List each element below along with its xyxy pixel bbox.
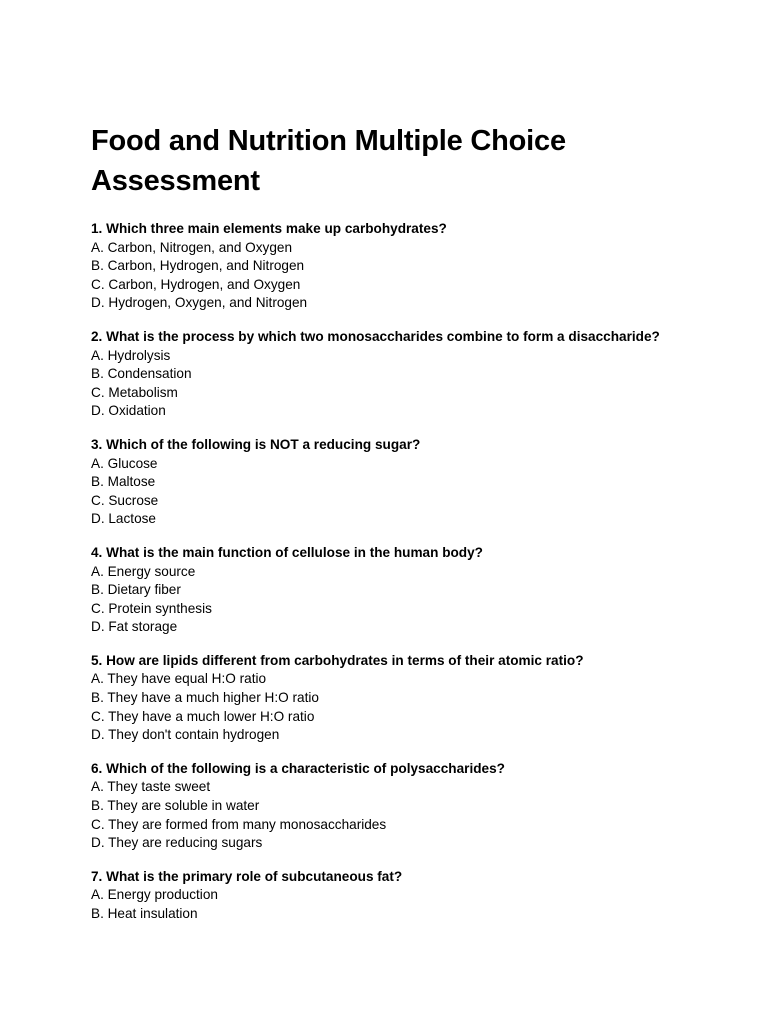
- question-4: [91, 544, 731, 637]
- question-text: 4. What is the main function of cellulose in the human body?: [91, 544, 483, 560]
- option-list: [91, 239, 731, 313]
- question-text: 1. Which three main elements make up carbohydrates?: [91, 221, 447, 236]
- question-6: [91, 760, 731, 853]
- option-d: D. Oxidation: [91, 403, 166, 419]
- option-c: C. Protein synthesis: [91, 600, 212, 616]
- option-list: [91, 778, 731, 852]
- document-page: [91, 121, 731, 939]
- option-b: B. Maltose: [91, 474, 156, 490]
- option-b: B. They are soluble in water: [91, 798, 260, 814]
- question-text: 7. What is the primary role of subcutaneous fat?: [91, 868, 403, 884]
- question-7: [91, 868, 731, 924]
- option-d: D. They are reducing sugars: [91, 835, 263, 851]
- option-list: [91, 455, 731, 529]
- question-text: 2. What is the process by which two monosaccharides combine to form a disaccharide?: [91, 328, 660, 344]
- option-d: D. Lactose: [91, 511, 156, 527]
- option-a: A. Energy source: [91, 563, 196, 579]
- option-b: B. Condensation: [91, 366, 192, 382]
- option-a: A. Carbon, Nitrogen, and Oxygen: [91, 239, 292, 255]
- document-title: Food and Nutrition Multiple Choice Assessment: [91, 125, 566, 197]
- option-d: D. Fat storage: [91, 619, 178, 635]
- option-c: C. Sucrose: [91, 492, 159, 508]
- option-list: [91, 347, 731, 421]
- option-c: C. They are formed from many monosaccharides: [91, 816, 387, 832]
- option-d: D. Hydrogen, Oxygen, and Nitrogen: [91, 295, 308, 311]
- question-1: [91, 220, 731, 313]
- question-text: 5. How are lipids different from carbohydrates in terms of their atomic ratio?: [91, 652, 584, 668]
- option-d: D. They don't contain hydrogen: [91, 727, 280, 743]
- option-a: A. They taste sweet: [91, 779, 211, 795]
- option-a: A. Energy production: [91, 887, 218, 903]
- question-text: 6. Which of the following is a characteristic of polysaccharides?: [91, 760, 505, 776]
- question-2: [91, 328, 731, 421]
- option-a: A. They have equal H:O ratio: [91, 671, 267, 687]
- option-list: [91, 670, 731, 744]
- question-3: [91, 436, 731, 529]
- option-c: C. Carbon, Hydrogen, and Oxygen: [91, 276, 301, 292]
- option-list: [91, 886, 731, 923]
- option-b: B. Heat insulation: [91, 906, 198, 921]
- option-c: C. They have a much lower H:O ratio: [91, 708, 315, 724]
- option-b: B. They have a much higher H:O ratio: [91, 690, 319, 706]
- option-b: B. Dietary fiber: [91, 582, 181, 598]
- option-a: A. Hydrolysis: [91, 347, 171, 363]
- option-list: [91, 563, 731, 637]
- option-b: B. Carbon, Hydrogen, and Nitrogen: [91, 258, 305, 274]
- question-text: 3. Which of the following is NOT a reducing sugar?: [91, 436, 421, 452]
- question-5: [91, 652, 731, 745]
- option-c: C. Metabolism: [91, 384, 178, 400]
- option-a: A. Glucose: [91, 455, 158, 471]
